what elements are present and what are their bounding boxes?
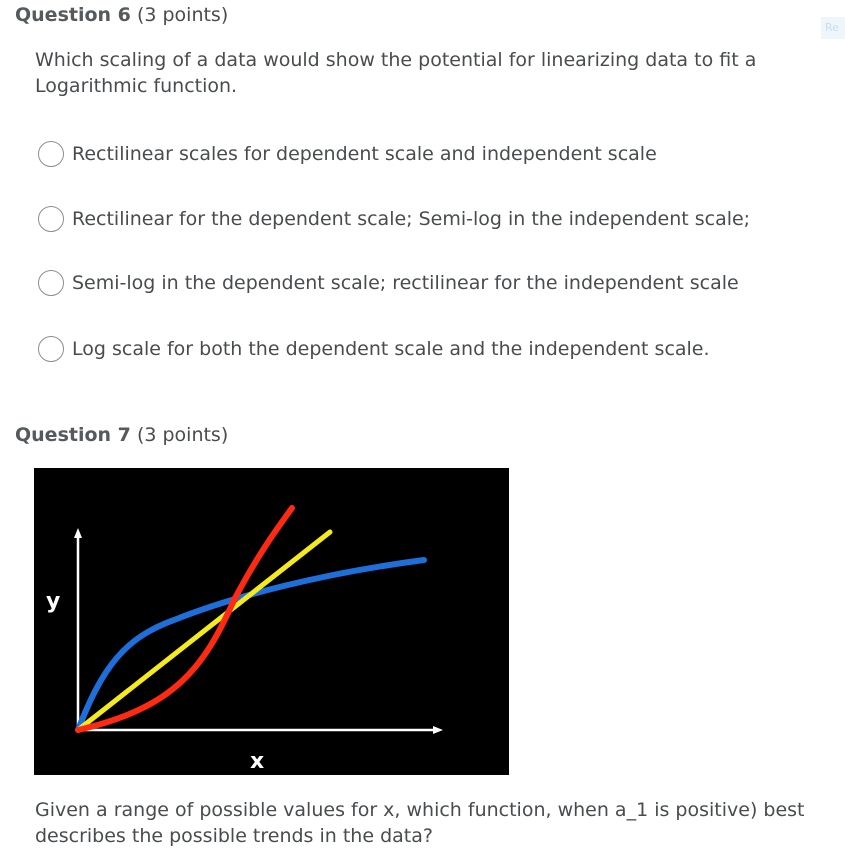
review-button[interactable]: Re [821, 17, 845, 39]
y-axis-label: y [46, 589, 61, 614]
radio-button[interactable] [38, 336, 64, 362]
answer-option-label: Rectilinear scales for dependent scale and independent scale [72, 143, 657, 165]
question-6-header [15, 4, 228, 26]
question-7-text: Given a range of possible values for x, which function, when a_1 is positive) best describes the possible trends in the data? [35, 799, 805, 847]
answer-option-label: Log scale for both the dependent scale and the independent scale. [72, 338, 710, 360]
radio-button[interactable] [38, 141, 64, 167]
x-axis-label: x [250, 749, 265, 774]
answer-option-label: Rectilinear for the dependent scale; Semi-log in the independent scale; [72, 208, 751, 230]
answer-option-3[interactable] [38, 268, 739, 298]
question-6-title: Question 6 [15, 4, 131, 26]
answer-option-label: Semi-log in the dependent scale; rectilinear for the independent scale [72, 272, 739, 294]
answer-option-4[interactable] [38, 334, 710, 364]
radio-button[interactable] [38, 270, 64, 296]
radio-button[interactable] [38, 206, 64, 232]
question-6-points: (3 points) [136, 4, 229, 26]
question-6-text: Which scaling of a data would show the potential for linearizing data to fit a Logarithmic function. [35, 49, 757, 97]
question-7-points: (3 points) [136, 424, 229, 446]
question-7-title: Question 7 [15, 424, 131, 446]
function-graph-image [34, 468, 509, 775]
answer-option-1[interactable] [38, 139, 657, 169]
answer-option-2[interactable] [38, 204, 750, 234]
question-7-header [15, 424, 228, 446]
